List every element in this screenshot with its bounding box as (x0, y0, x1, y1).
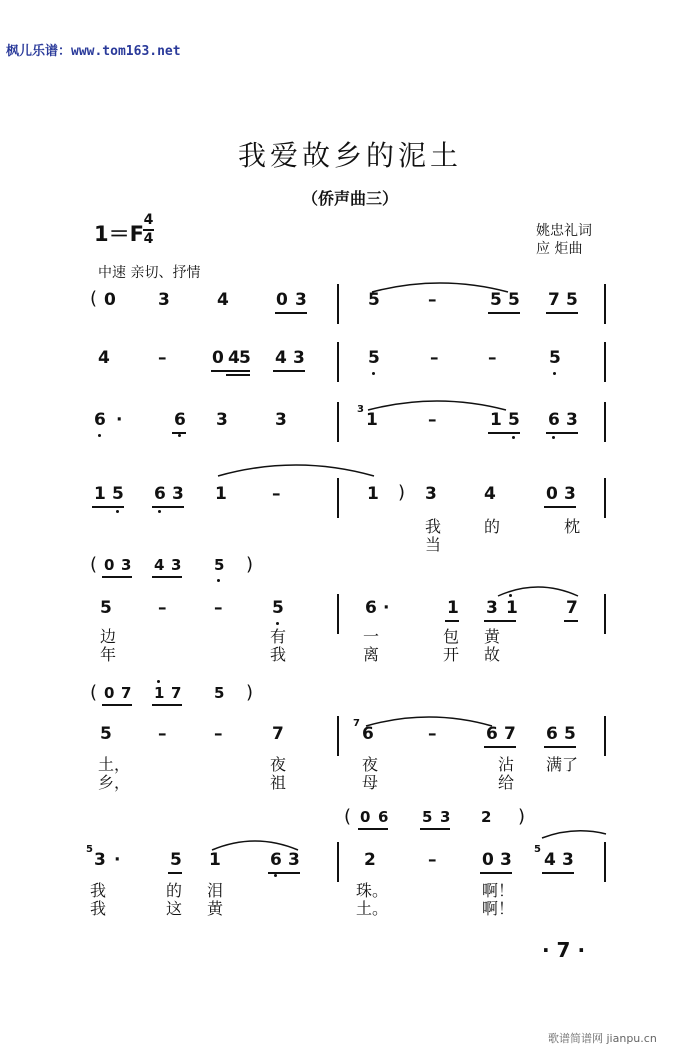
slur (364, 712, 494, 728)
time-signature (143, 212, 154, 248)
lyric: 土， (98, 755, 131, 774)
note: 1 (447, 598, 459, 618)
note: 0 (104, 290, 116, 310)
note: 3 (158, 290, 170, 310)
lyric: 啊！ (482, 899, 515, 918)
note: 3 (121, 556, 132, 574)
barline (337, 478, 339, 518)
note: 3 (425, 484, 437, 504)
note: 6 (546, 724, 558, 744)
grace-note: 5 (86, 844, 93, 855)
slur (540, 828, 608, 840)
note: · (116, 410, 123, 430)
lyric: 开 (443, 645, 460, 664)
beam (92, 506, 124, 508)
beam (542, 872, 574, 874)
lyric: 乡， (98, 773, 131, 792)
lyric: 母 (362, 773, 379, 792)
time-numerator: 4 (143, 212, 154, 228)
beam (544, 506, 576, 508)
note: 6 (94, 410, 106, 430)
octave-dot (178, 434, 181, 437)
beam (275, 312, 307, 314)
beam (152, 576, 182, 578)
beam (152, 506, 184, 508)
octave-dot (274, 874, 277, 877)
note: 5 (170, 850, 182, 870)
note: 6 (270, 850, 282, 870)
note: 3 (172, 484, 184, 504)
note: 0 (212, 348, 224, 368)
lyricist-credit: 姚忠礼词 (536, 223, 592, 239)
note: 1 (154, 684, 165, 702)
note: – (158, 724, 167, 744)
note: 3 (171, 556, 182, 574)
note: 5 (100, 598, 112, 618)
barline (337, 716, 339, 756)
lyric: 黄 (484, 627, 501, 646)
beam (152, 704, 182, 706)
time-denominator: 4 (143, 231, 154, 247)
note: 0 (104, 684, 115, 702)
note: 4 (154, 556, 165, 574)
grace-note: 5 (534, 844, 541, 855)
paren-close: ) (518, 806, 526, 827)
note: – (272, 484, 281, 504)
lyric: 有 (270, 627, 287, 646)
lyric: 包 (443, 627, 460, 646)
paren-open: ( (90, 288, 98, 309)
note: 6 (174, 410, 186, 430)
beam (358, 828, 388, 830)
lyric: 故 (484, 645, 501, 664)
beam (488, 312, 520, 314)
note: 3 (216, 410, 228, 430)
note: – (428, 410, 437, 430)
note: – (214, 598, 223, 618)
beam (445, 620, 459, 622)
slur (210, 836, 300, 852)
note: 3 (440, 808, 451, 826)
song-subtitle: （侨声曲三） (301, 189, 398, 208)
octave-dot (552, 436, 555, 439)
note: – (158, 348, 167, 368)
note: 5 (564, 724, 576, 744)
page-number: · 7 · (542, 938, 586, 962)
beam (273, 370, 305, 372)
note: 3 (486, 598, 498, 618)
paren-open: ( (344, 806, 352, 827)
barline (604, 716, 606, 756)
barline (604, 594, 606, 634)
note: 0 (276, 290, 288, 310)
octave-dot (157, 680, 160, 683)
note: 1 (215, 484, 227, 504)
note: 0 (546, 484, 558, 504)
lyric: 一 (363, 627, 380, 646)
song-title: 我爱故乡的泥土 (237, 139, 462, 172)
lyric: 当 (425, 535, 442, 554)
barline (337, 284, 339, 324)
note: – (488, 348, 497, 368)
octave-dot (372, 372, 375, 375)
note: 4 (228, 348, 240, 368)
lyric: 的 (484, 517, 501, 536)
key-signature: 1＝F (94, 222, 144, 246)
beam (268, 872, 300, 874)
slur (366, 396, 508, 412)
octave-dot (217, 579, 220, 582)
paren-close: ) (246, 554, 254, 575)
note: 3 (500, 850, 512, 870)
note: 5 (214, 684, 225, 702)
note: 4 (217, 290, 229, 310)
beam (488, 432, 520, 434)
note: 5 (272, 598, 284, 618)
beam (484, 620, 516, 622)
note: 3 (288, 850, 300, 870)
lyric: 啊！ (482, 881, 515, 900)
note: – (428, 724, 437, 744)
lyric: 祖 (270, 773, 287, 792)
note: – (214, 724, 223, 744)
barline (604, 478, 606, 518)
grace-note: 3 (357, 404, 364, 415)
lyric: 年 (100, 645, 117, 664)
note: 4 (484, 484, 496, 504)
lyric: 夜 (270, 755, 287, 774)
tempo-marking: 中速 亲切、抒情 (98, 265, 201, 281)
note: 5 (549, 348, 561, 368)
octave-dot (512, 436, 515, 439)
lyric: 枕 (564, 517, 581, 536)
note: · (114, 850, 121, 870)
note: 5 (239, 348, 251, 368)
note: 0 (360, 808, 371, 826)
note: 4 (98, 348, 110, 368)
lyric: 满了 (546, 755, 579, 774)
note: 1 (94, 484, 106, 504)
barline (604, 402, 606, 442)
beam (211, 370, 250, 372)
note: 7 (566, 598, 578, 618)
note: 5 (566, 290, 578, 310)
grace-note: 7 (353, 718, 360, 729)
beam (564, 620, 578, 622)
note: 7 (548, 290, 560, 310)
beam (544, 746, 576, 748)
note: 6 (362, 724, 374, 744)
lyric: 我 (90, 899, 107, 918)
beam (546, 312, 578, 314)
lyric: 我 (270, 645, 287, 664)
lyric: 边 (100, 627, 117, 646)
note: 3 (562, 850, 574, 870)
composer-credit: 应 炬曲 (536, 241, 583, 257)
note: 1 (209, 850, 221, 870)
slur (496, 582, 580, 598)
note: – (428, 290, 437, 310)
slur (370, 278, 510, 294)
watermark: 歌谱简谱网 jianpu.cn (548, 1032, 657, 1045)
lyric: 土。 (356, 899, 389, 918)
note: 5 (368, 290, 380, 310)
barline (604, 842, 606, 882)
note: 7 (272, 724, 284, 744)
barline (604, 342, 606, 382)
lyric: 给 (498, 773, 515, 792)
note: 5 (508, 290, 520, 310)
note: 5 (112, 484, 124, 504)
beam (480, 872, 512, 874)
beam (420, 828, 450, 830)
lyric: 我 (425, 517, 442, 536)
note: 5 (422, 808, 433, 826)
note: 3 (293, 348, 305, 368)
note: 3 (566, 410, 578, 430)
note: 7 (121, 684, 132, 702)
beam (102, 576, 132, 578)
note: 6 (365, 598, 377, 618)
barline (604, 284, 606, 324)
note: 6 (154, 484, 166, 504)
octave-dot (98, 434, 101, 437)
lyric: 离 (363, 645, 380, 664)
note: 0 (482, 850, 494, 870)
note: 2 (364, 850, 376, 870)
barline (337, 342, 339, 382)
note: 3 (295, 290, 307, 310)
octave-dot (553, 372, 556, 375)
barline (337, 402, 339, 442)
note: – (158, 598, 167, 618)
lyric: 我 (90, 881, 107, 900)
note: – (430, 348, 439, 368)
note: 4 (544, 850, 556, 870)
paren-close: ) (246, 682, 254, 703)
note: 0 (104, 556, 115, 574)
note: 4 (275, 348, 287, 368)
lyric: 黄 (207, 899, 224, 918)
lyric: 的 (166, 881, 183, 900)
paren-open: ( (90, 554, 98, 575)
lyric: 夜 (362, 755, 379, 774)
note: 2 (481, 808, 492, 826)
note: 5 (100, 724, 112, 744)
note: 1 (366, 410, 378, 430)
paren-open: ( (90, 682, 98, 703)
note: 5 (490, 290, 502, 310)
note: – (428, 850, 437, 870)
note: 6 (548, 410, 560, 430)
note: 5 (214, 556, 225, 574)
octave-dot (158, 510, 161, 513)
beam (102, 704, 132, 706)
slur (216, 460, 376, 480)
note: 6 (486, 724, 498, 744)
lyric: 珠。 (356, 881, 389, 900)
beam (484, 746, 516, 748)
beam (546, 432, 578, 434)
note: 5 (508, 410, 520, 430)
note: 1 (490, 410, 502, 430)
note: 7 (171, 684, 182, 702)
barline (337, 842, 339, 882)
note: 7 (504, 724, 516, 744)
lyric: 泪 (207, 881, 224, 900)
octave-dot (116, 510, 119, 513)
site-header[interactable]: 枫儿乐谱：www.tom163.net (6, 44, 181, 59)
note: 1 (367, 484, 379, 504)
note: 6 (378, 808, 389, 826)
note: · (383, 598, 390, 618)
note: 3 (564, 484, 576, 504)
note: 3 (94, 850, 106, 870)
beam (226, 374, 250, 376)
note: 3 (275, 410, 287, 430)
paren-close: ) (398, 482, 406, 503)
note: 5 (368, 348, 380, 368)
barline (337, 594, 339, 634)
beam (168, 872, 182, 874)
lyric: 这 (166, 899, 183, 918)
note: 1 (506, 598, 518, 618)
beam (172, 432, 186, 434)
lyric: 沾 (498, 755, 515, 774)
